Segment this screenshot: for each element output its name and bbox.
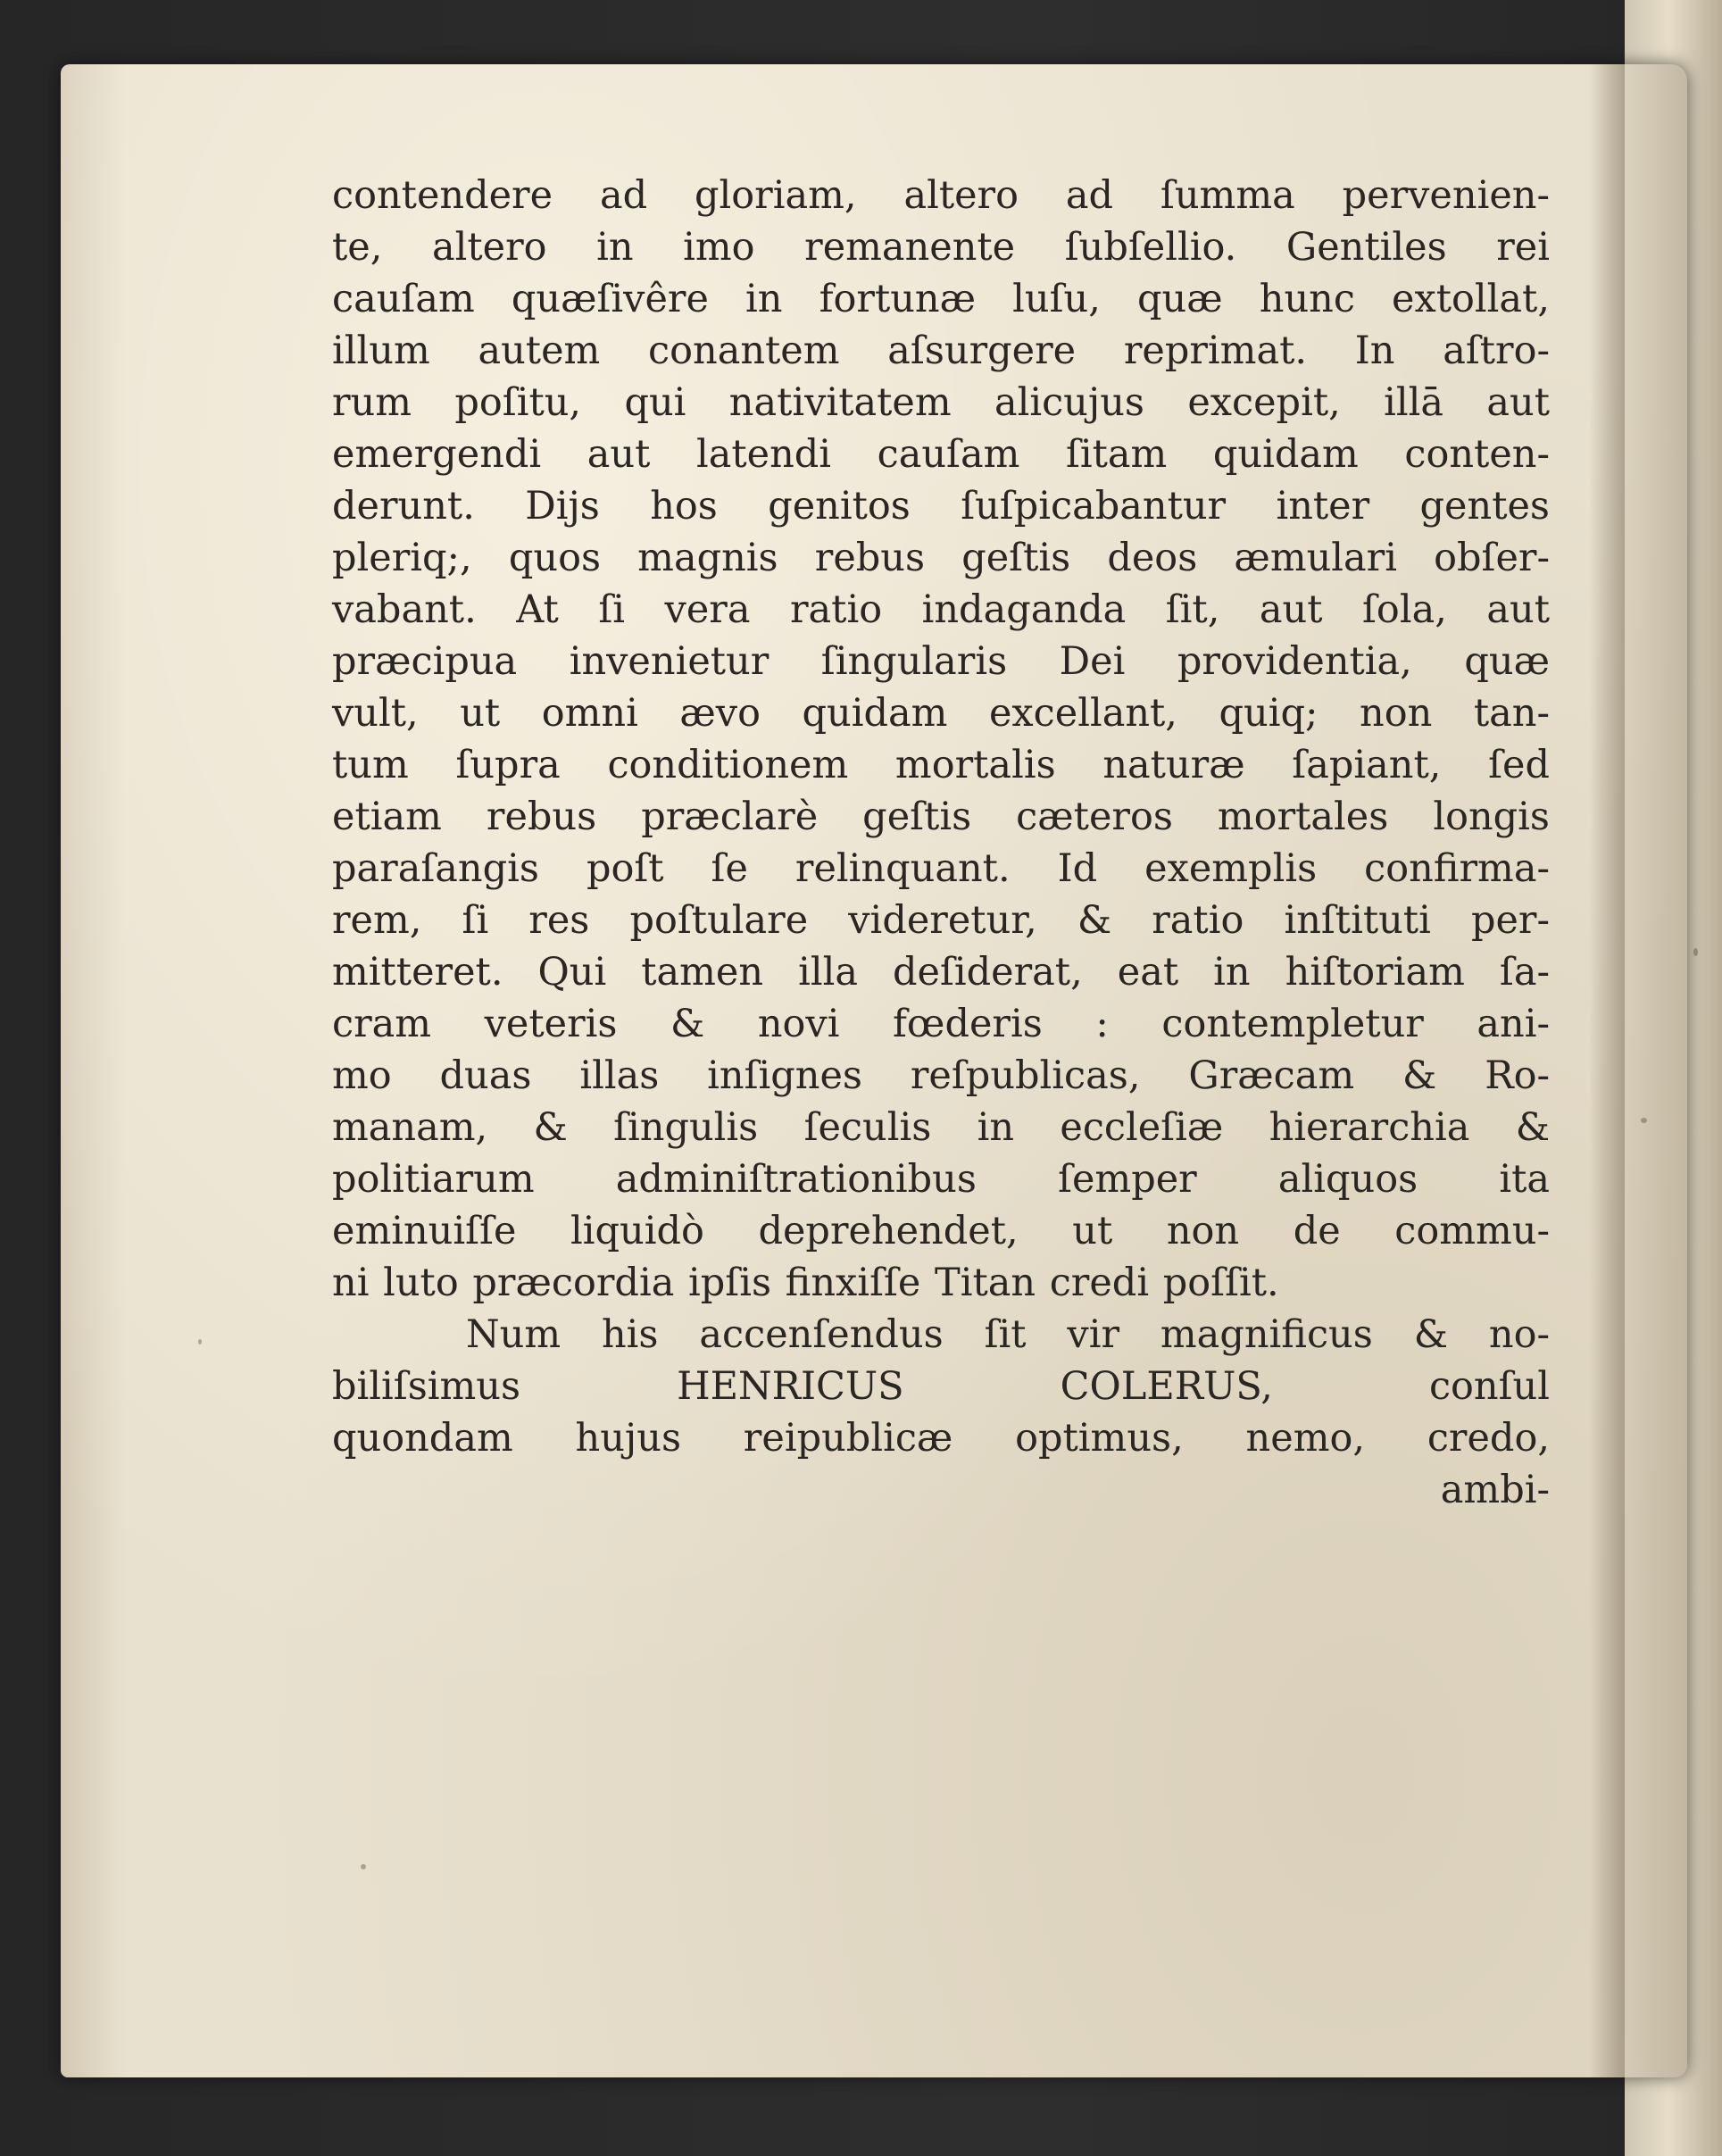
paper-speck bbox=[1693, 948, 1698, 956]
text-line: rum poſitu, qui nativitatem alicujus excepit, illā aut bbox=[332, 380, 1550, 425]
gutter-shadow bbox=[1589, 64, 1625, 2077]
paper-speck bbox=[198, 1339, 202, 1344]
text-line: contendere ad gloriam, altero ad ſumma pervenien- bbox=[332, 173, 1550, 218]
text-line: te, altero in imo remanente ſubſellio. Gentiles rei bbox=[332, 225, 1550, 270]
text-line: politiarum adminiſtrationibus ſemper aliquos ita bbox=[332, 1157, 1550, 1202]
text-line: tum ſupra conditionem mortalis naturæ ſapiant, ſed bbox=[332, 743, 1550, 787]
text-line: eminuiſſe liquidò deprehendet, ut non de commu- bbox=[332, 1209, 1550, 1253]
catchword: ambi- bbox=[1440, 1468, 1550, 1512]
text-line: quondam hujus reipublicæ optimus, nemo, credo, bbox=[332, 1416, 1550, 1461]
page-text bbox=[332, 170, 1550, 1516]
text-line: derunt. Dijs hos genitos ſuſpicabantur inter gentes bbox=[332, 484, 1550, 529]
text-line: mitteret. Qui tamen illa deſiderat, eat in hiſtoriam ſa- bbox=[332, 950, 1550, 995]
text-line: cram veteris & novi fœderis : contempletur ani- bbox=[332, 1002, 1550, 1046]
paragraph-first-line: Num his accenſendus ſit vir magnificus & no- bbox=[466, 1312, 1550, 1357]
text-line: manam, & ſingulis ſeculis in eccleſiæ hierarchia & bbox=[332, 1105, 1550, 1150]
paper-speck bbox=[361, 1864, 366, 1869]
text-line: emergendi aut latendi cauſam ſitam quidam conten- bbox=[332, 432, 1550, 477]
text-line: illum autem conantem aſsurgere reprimat. In aſtro- bbox=[332, 329, 1550, 373]
text-line: paraſangis poſt ſe relinquant. Id exemplis confirma- bbox=[332, 846, 1550, 891]
text-line: vabant. At ſi vera ratio indaganda ſit, aut ſola, aut bbox=[332, 587, 1550, 632]
text-line: præcipua invenietur ſingularis Dei providentia, quæ bbox=[332, 639, 1550, 684]
text-line: biliſsimus HENRICUS COLERUS, conſul bbox=[332, 1364, 1550, 1409]
text-line: cauſam quæſivêre in fortunæ luſu, quæ hunc extollat, bbox=[332, 277, 1550, 321]
text-line: mo duas illas inſignes reſpublicas, Græcam & Ro- bbox=[332, 1053, 1550, 1098]
text-line: pleriq;, quos magnis rebus geſtis deos æmulari obſer- bbox=[332, 536, 1550, 580]
paper-speck bbox=[1641, 1118, 1647, 1123]
text-line: vult, ut omni ævo quidam excellant, quiq; non tan- bbox=[332, 691, 1550, 736]
text-line: etiam rebus præclarè geſtis cæteros mortales longis bbox=[332, 795, 1550, 839]
text-line: ni luto præcordia ipſis finxiſſe Titan credi poſſit. bbox=[332, 1261, 1279, 1305]
text-line: rem, ſi res poſtulare videretur, & ratio inſtituti per- bbox=[332, 898, 1550, 943]
